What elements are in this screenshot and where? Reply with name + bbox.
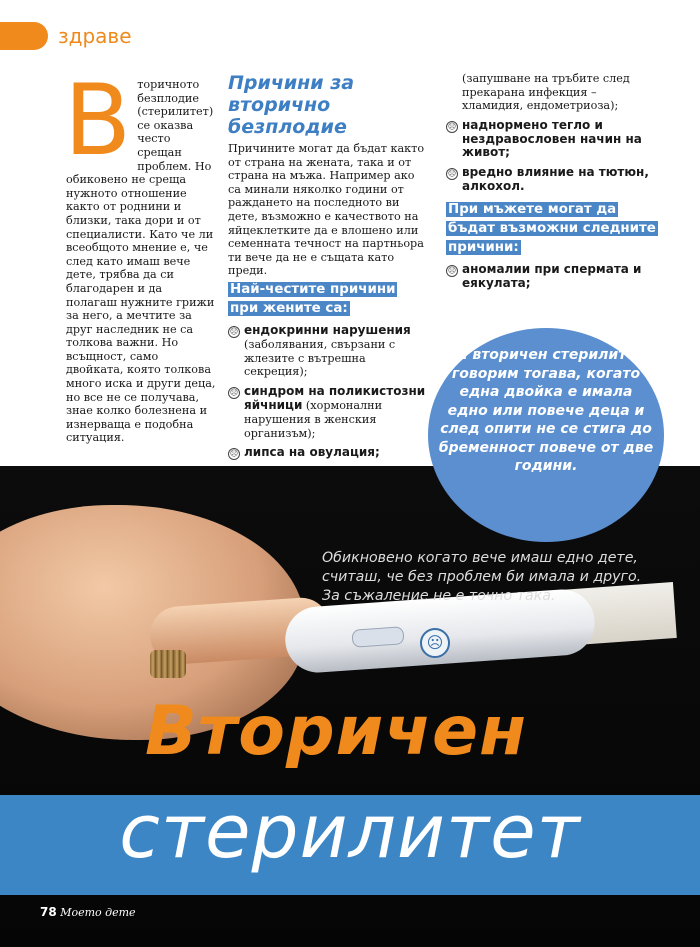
intro-column [64,64,216,445]
causes-column [228,72,428,486]
causes-lead: Причините могат да бъдат както от страна на жената, така и от страна на мъжа. Например ако са минали няколко години от раждането на последното ви дете, възможно е качеството на яйцеклетките да е влошено или семенната течност на партньора ти вече да не е същата като преди. [228,142,425,278]
causes-heading: Причини за вторично безплодие [228,72,355,138]
intro-text: торичното безплодие (стерилитет) се оказва често срещан проблем. Но обиковено не среща нужното отношение както от роднини и близки, така дори и от специалисти. Като че ли всеобщото мнение е, че след като имаш вече дете, трябва да си благодарен и да полагаш нужните грижи за него, а мечтите за друг наследник не са толкова важни. Но всъщност, само двойката, която толкова много иска и други деца, но все не се получава, знае колко болезнена и изнерваща е подобна ситуация. [66,78,216,445]
test-result-window [351,626,404,648]
drop-cap: В [64,64,132,178]
causes-column-continued [446,72,656,296]
sad-face-icon: ☹ [420,628,450,658]
sad-face-icon: ☹ [229,388,239,398]
title-line-2: стерилитет [119,789,581,875]
sad-face-icon: ☹ [447,169,457,179]
women-causes-heading: Най-честите причини при жените са: [230,281,396,316]
sad-face-icon: ☹ [229,449,239,459]
photo-caption: Обикновено когато вече имаш едно дете, считаш, че без проблем би имала и друго. За съжаление не е точно така. [322,550,642,604]
women-causes-list [228,324,428,480]
list-item: ☹ наднормено тегло и нездравословен начин на живот; [447,117,642,160]
section-tab [0,22,48,50]
list-item: ☹ аномалии при спермата и еякулата; [447,261,642,290]
page-footer [40,905,136,919]
men-causes-heading: При мъжете могат да бъдат възможни следните причини: [448,201,656,255]
list-item: ☹ синдром на поликистозни яйчници (хормонални нарушения в женския организъм); [229,384,426,440]
continuation-text: (запушване на тръбите след прекарана инфекция – хламидия, ендометриоза); [462,72,630,113]
callout-text: За вторичен стерилитет говорим тогава, когато една двойка е имала едно или повече деца и след опити не се стига до бременност повече от две години. [438,347,654,474]
women-causes-list-2 [446,119,656,194]
section-name: здраве [58,24,132,48]
sad-face-icon: ☹ [229,326,239,336]
magazine-name: Моето дете [60,906,136,919]
men-causes-list [446,263,656,291]
list-item: ☹ липса на овулация; [229,445,380,460]
list-item: ☹ вредно влияние на тютюн, алкохол. [447,165,649,193]
ring-illustration [150,650,186,678]
title-line-1: Вторичен [145,692,528,771]
page-number: 78 [40,905,57,919]
sad-face-icon: ☹ [447,265,457,275]
sad-face-icon: ☹ [447,121,457,131]
list-item: ☹ ендокринни нарушения (заболявания, свързани с жлезите с вътрешна секреция); [229,322,411,379]
